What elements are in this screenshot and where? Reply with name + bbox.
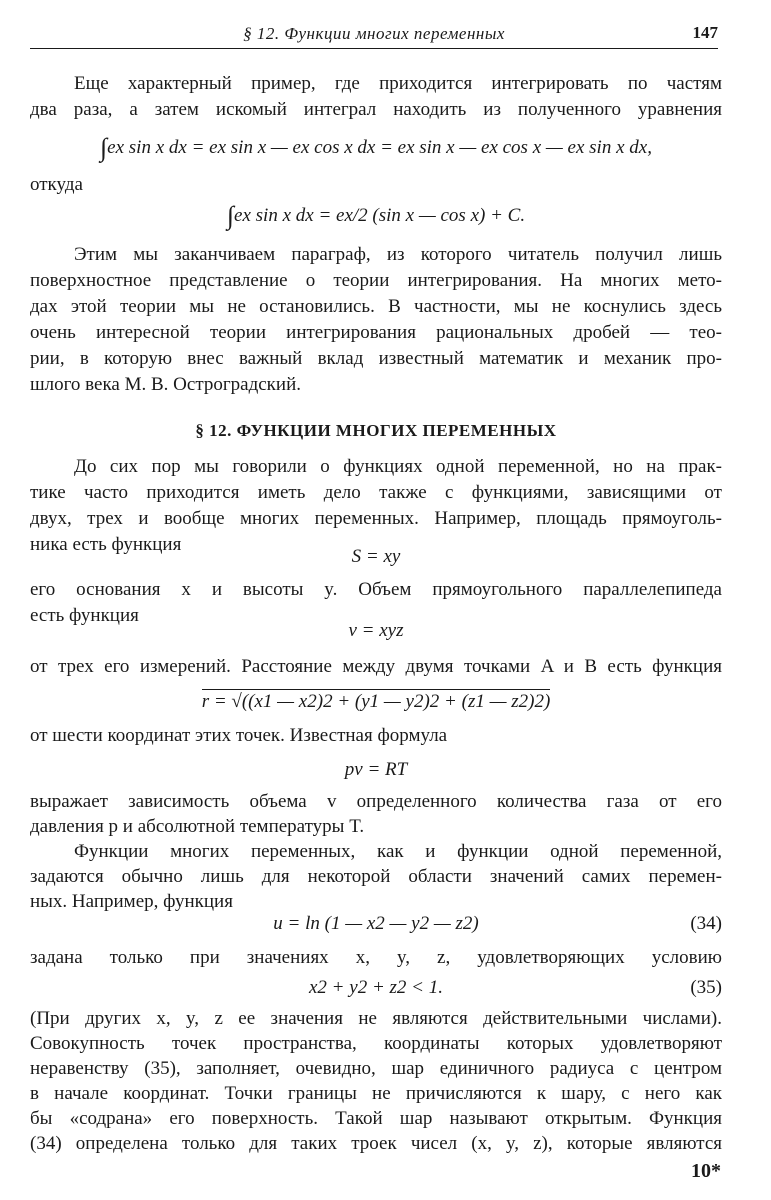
running-title: § 12. Функции многих переменных [243, 24, 505, 43]
text-line: есть функция [30, 605, 139, 626]
text-line: в начале координат. Точки границы не причисляются к шару, с него как [30, 1083, 722, 1104]
text-line: До сих пор мы говорили о функциях одной переменной, но на прак- [74, 456, 722, 477]
text-line: очень интересной теории интегрирования рациональных дробей — тео- [30, 322, 722, 343]
text-line: Еще характерный пример, где приходится интегрировать по частям [74, 73, 722, 94]
formula-distance [30, 690, 722, 714]
text-line: его основания x и высоты y. Объем прямоугольного параллелепипеда [30, 579, 722, 600]
equation-number: (34) [690, 913, 722, 934]
formula-result: ∫ex sin x dx = ex/2 (sin x — cos x) + C. [226, 201, 526, 230]
equation-number: (35) [690, 977, 722, 998]
text-line: дах этой теории мы не остановились. В частности, мы не коснулись здесь [30, 296, 722, 317]
formula-gas-law: pv = RT [344, 759, 408, 780]
signature-mark: 10* [691, 1160, 721, 1182]
text-line: от шести координат этих точек. Известная формула [30, 725, 448, 746]
text-line: рии, в которую внес важный вклад известный математик и механик про- [30, 348, 722, 369]
running-head [30, 22, 718, 49]
text-line: двух, трех и вообще многих переменных. Например, площадь прямоуголь- [30, 508, 722, 529]
page-number: 147 [692, 23, 718, 42]
text-line: откуда [30, 174, 83, 195]
formula-text: ex sin x dx = ex/2 (sin x — cos x) + C. [234, 205, 526, 226]
text-line: тике часто приходится иметь дело также с функциями, зависящими от [30, 482, 722, 503]
text-line: (При других x, y, z ее значения не являются действительными числами). [30, 1008, 722, 1029]
text-line: от трех его измерений. Расстояние между двумя точками A и B есть функция [30, 656, 722, 677]
text-line: неравенству (35), заполняет, очевидно, шар единичного радиуса с центром [30, 1058, 722, 1079]
text-line: (34) определена только для таких троек чисел (x, y, z), которые являются [30, 1133, 722, 1154]
formula-text: u = ln (1 — x2 — y2 — z2) [273, 913, 479, 934]
text-line: бы «содрана» его поверхность. Такой шар называют открытым. Функция [30, 1108, 722, 1129]
text-line: поверхностное представление о теории интегрирования. На многих мето- [30, 270, 722, 291]
text-line: давления p и абсолютной температуры T. [30, 816, 365, 837]
formula-area: S = xy [351, 546, 401, 567]
formula-text: r = √((x1 — x2)2 + (y1 — y2)2 + (z1 — z2)2) [201, 691, 551, 712]
text-line: Функции многих переменных, как и функции одной переменной, [74, 841, 722, 862]
text-line: два раза, а затем искомый интеграл находить из полученного уравнения [30, 99, 722, 120]
text-line: задана только при значениях x, y, z, удовлетворяющих условию [30, 947, 722, 968]
text-line: шлого века М. В. Остроградский. [30, 374, 302, 395]
formula-integration-by-parts: ∫ex sin x dx = ex sin x — ex cos x dx = ex sin x — ex cos x — ex sin x dx, [100, 133, 652, 162]
text-line: ных. Например, функция [30, 891, 233, 912]
formula-volume: v = xyz [348, 620, 404, 641]
formula-text: ex sin x dx = ex sin x — ex cos x dx = ex sin x — ex cos x — ex sin x dx, [107, 137, 652, 158]
text-line: задаются обычно лишь для некоторой области значений самих перемен- [30, 866, 722, 887]
text-line: ника есть функция [30, 534, 182, 555]
formula-text: x2 + y2 + z2 < 1. [309, 977, 443, 998]
text-line: Этим мы заканчиваем параграф, из которого читатель получил лишь [74, 244, 722, 265]
text-line: Совокупность точек пространства, координаты которых удовлетворяют [30, 1033, 722, 1054]
section-heading: § 12. ФУНКЦИИ МНОГИХ ПЕРЕМЕННЫХ [195, 421, 557, 440]
text-line: выражает зависимость объема v определенного количества газа от его [30, 791, 722, 812]
